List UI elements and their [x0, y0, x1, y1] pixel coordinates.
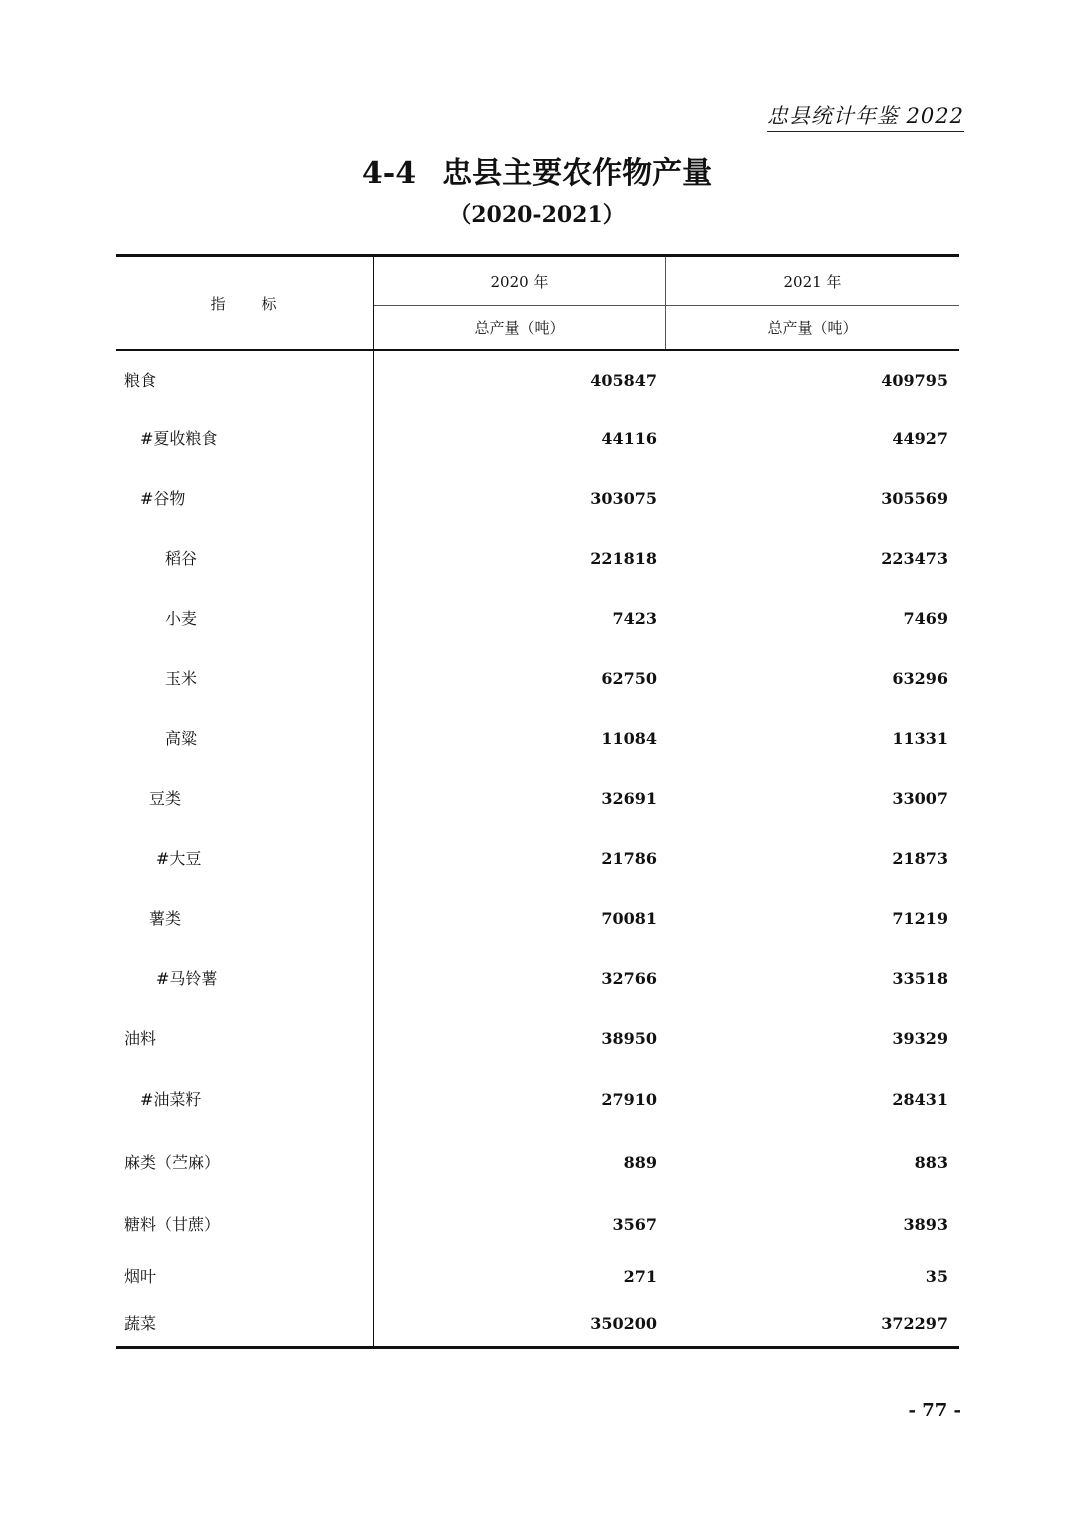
value-2021: 33518 [892, 969, 948, 988]
row-label: 薯类 [149, 909, 182, 928]
data-table [116, 254, 959, 1349]
value-2021: 883 [914, 1153, 948, 1172]
value-2020: 271 [623, 1267, 657, 1286]
value-2021: 409795 [881, 371, 948, 390]
value-2020: 3567 [612, 1215, 657, 1234]
row-label: 油料 [124, 1029, 157, 1048]
value-2020: 38950 [601, 1029, 657, 1048]
value-2021: 33007 [892, 789, 948, 808]
row-label: 烟叶 [124, 1267, 157, 1286]
value-2020: 32691 [601, 789, 657, 808]
table-row [116, 724, 959, 754]
table-title: 忠县主要农作物产量 [442, 156, 713, 191]
value-2021: 63296 [892, 669, 948, 688]
table-row [116, 366, 959, 396]
table-row [116, 1262, 959, 1292]
value-2020: 221818 [590, 549, 657, 568]
table-row [116, 844, 959, 874]
table-row [116, 784, 959, 814]
row-label: 蔬菜 [124, 1314, 157, 1333]
row-label: 糖料（甘蔗） [124, 1215, 221, 1234]
value-2020: 889 [623, 1153, 657, 1172]
row-label: 玉米 [165, 669, 198, 688]
value-2020: 11084 [601, 729, 657, 748]
table-row [116, 1024, 959, 1054]
value-2021: 21873 [892, 849, 948, 868]
table-number: 4-4 [361, 156, 417, 191]
value-2020: 350200 [590, 1314, 657, 1333]
table-row [116, 664, 959, 694]
table-row [116, 604, 959, 634]
row-label: 稻谷 [165, 549, 198, 568]
value-2020: 27910 [601, 1090, 657, 1109]
value-2020: 7423 [612, 609, 657, 628]
value-2020: 21786 [601, 849, 657, 868]
table-row [116, 424, 959, 454]
value-2021: 3893 [903, 1215, 948, 1234]
value-2021: 372297 [881, 1314, 948, 1333]
row-label: 麻类（苎麻） [124, 1153, 221, 1172]
year-header-2020: 2020 年 [374, 257, 665, 306]
indicator-header: 指 标 [210, 294, 279, 313]
year-header-2021: 2021 年 [666, 257, 959, 306]
row-label: #马铃薯 [156, 969, 218, 988]
value-2021: 71219 [892, 909, 948, 928]
table-header [116, 257, 959, 351]
value-2020: 32766 [601, 969, 657, 988]
value-2021: 7469 [903, 609, 948, 628]
value-2021: 305569 [881, 489, 948, 508]
table-subtitle: （2020-2021） [449, 202, 625, 228]
row-label: #夏收粮食 [140, 429, 218, 448]
table-row [116, 1309, 959, 1339]
row-label: #谷物 [140, 489, 186, 508]
table-row [116, 1148, 959, 1178]
value-2021: 39329 [892, 1029, 948, 1048]
row-label: #油菜籽 [140, 1090, 202, 1109]
value-2021: 35 [925, 1267, 948, 1286]
row-label: #大豆 [156, 849, 202, 868]
table-row [116, 1210, 959, 1240]
value-2021: 28431 [892, 1090, 948, 1109]
page-number: - 77 - [908, 1400, 961, 1421]
value-2020: 70081 [601, 909, 657, 928]
row-label: 小麦 [165, 609, 198, 628]
table-row [116, 904, 959, 934]
value-2020: 405847 [590, 371, 657, 390]
unit-header-2020: 总产量（吨） [474, 319, 565, 337]
unit-header-2021: 总产量（吨） [767, 319, 858, 337]
value-2021: 11331 [892, 729, 948, 748]
running-header: 忠县统计年鉴 2022 [767, 100, 964, 132]
value-2020: 303075 [590, 489, 657, 508]
table-row [116, 544, 959, 574]
table-row [116, 964, 959, 994]
value-2020: 62750 [601, 669, 657, 688]
value-2020: 44116 [601, 429, 657, 448]
page-title [0, 152, 1074, 196]
table-row [116, 1085, 959, 1115]
value-2021: 223473 [881, 549, 948, 568]
table-row [116, 484, 959, 514]
row-label: 高粱 [165, 729, 198, 748]
title-block [0, 152, 1074, 230]
row-label: 豆类 [149, 789, 182, 808]
value-2021: 44927 [892, 429, 948, 448]
row-label: 粮食 [124, 371, 157, 390]
